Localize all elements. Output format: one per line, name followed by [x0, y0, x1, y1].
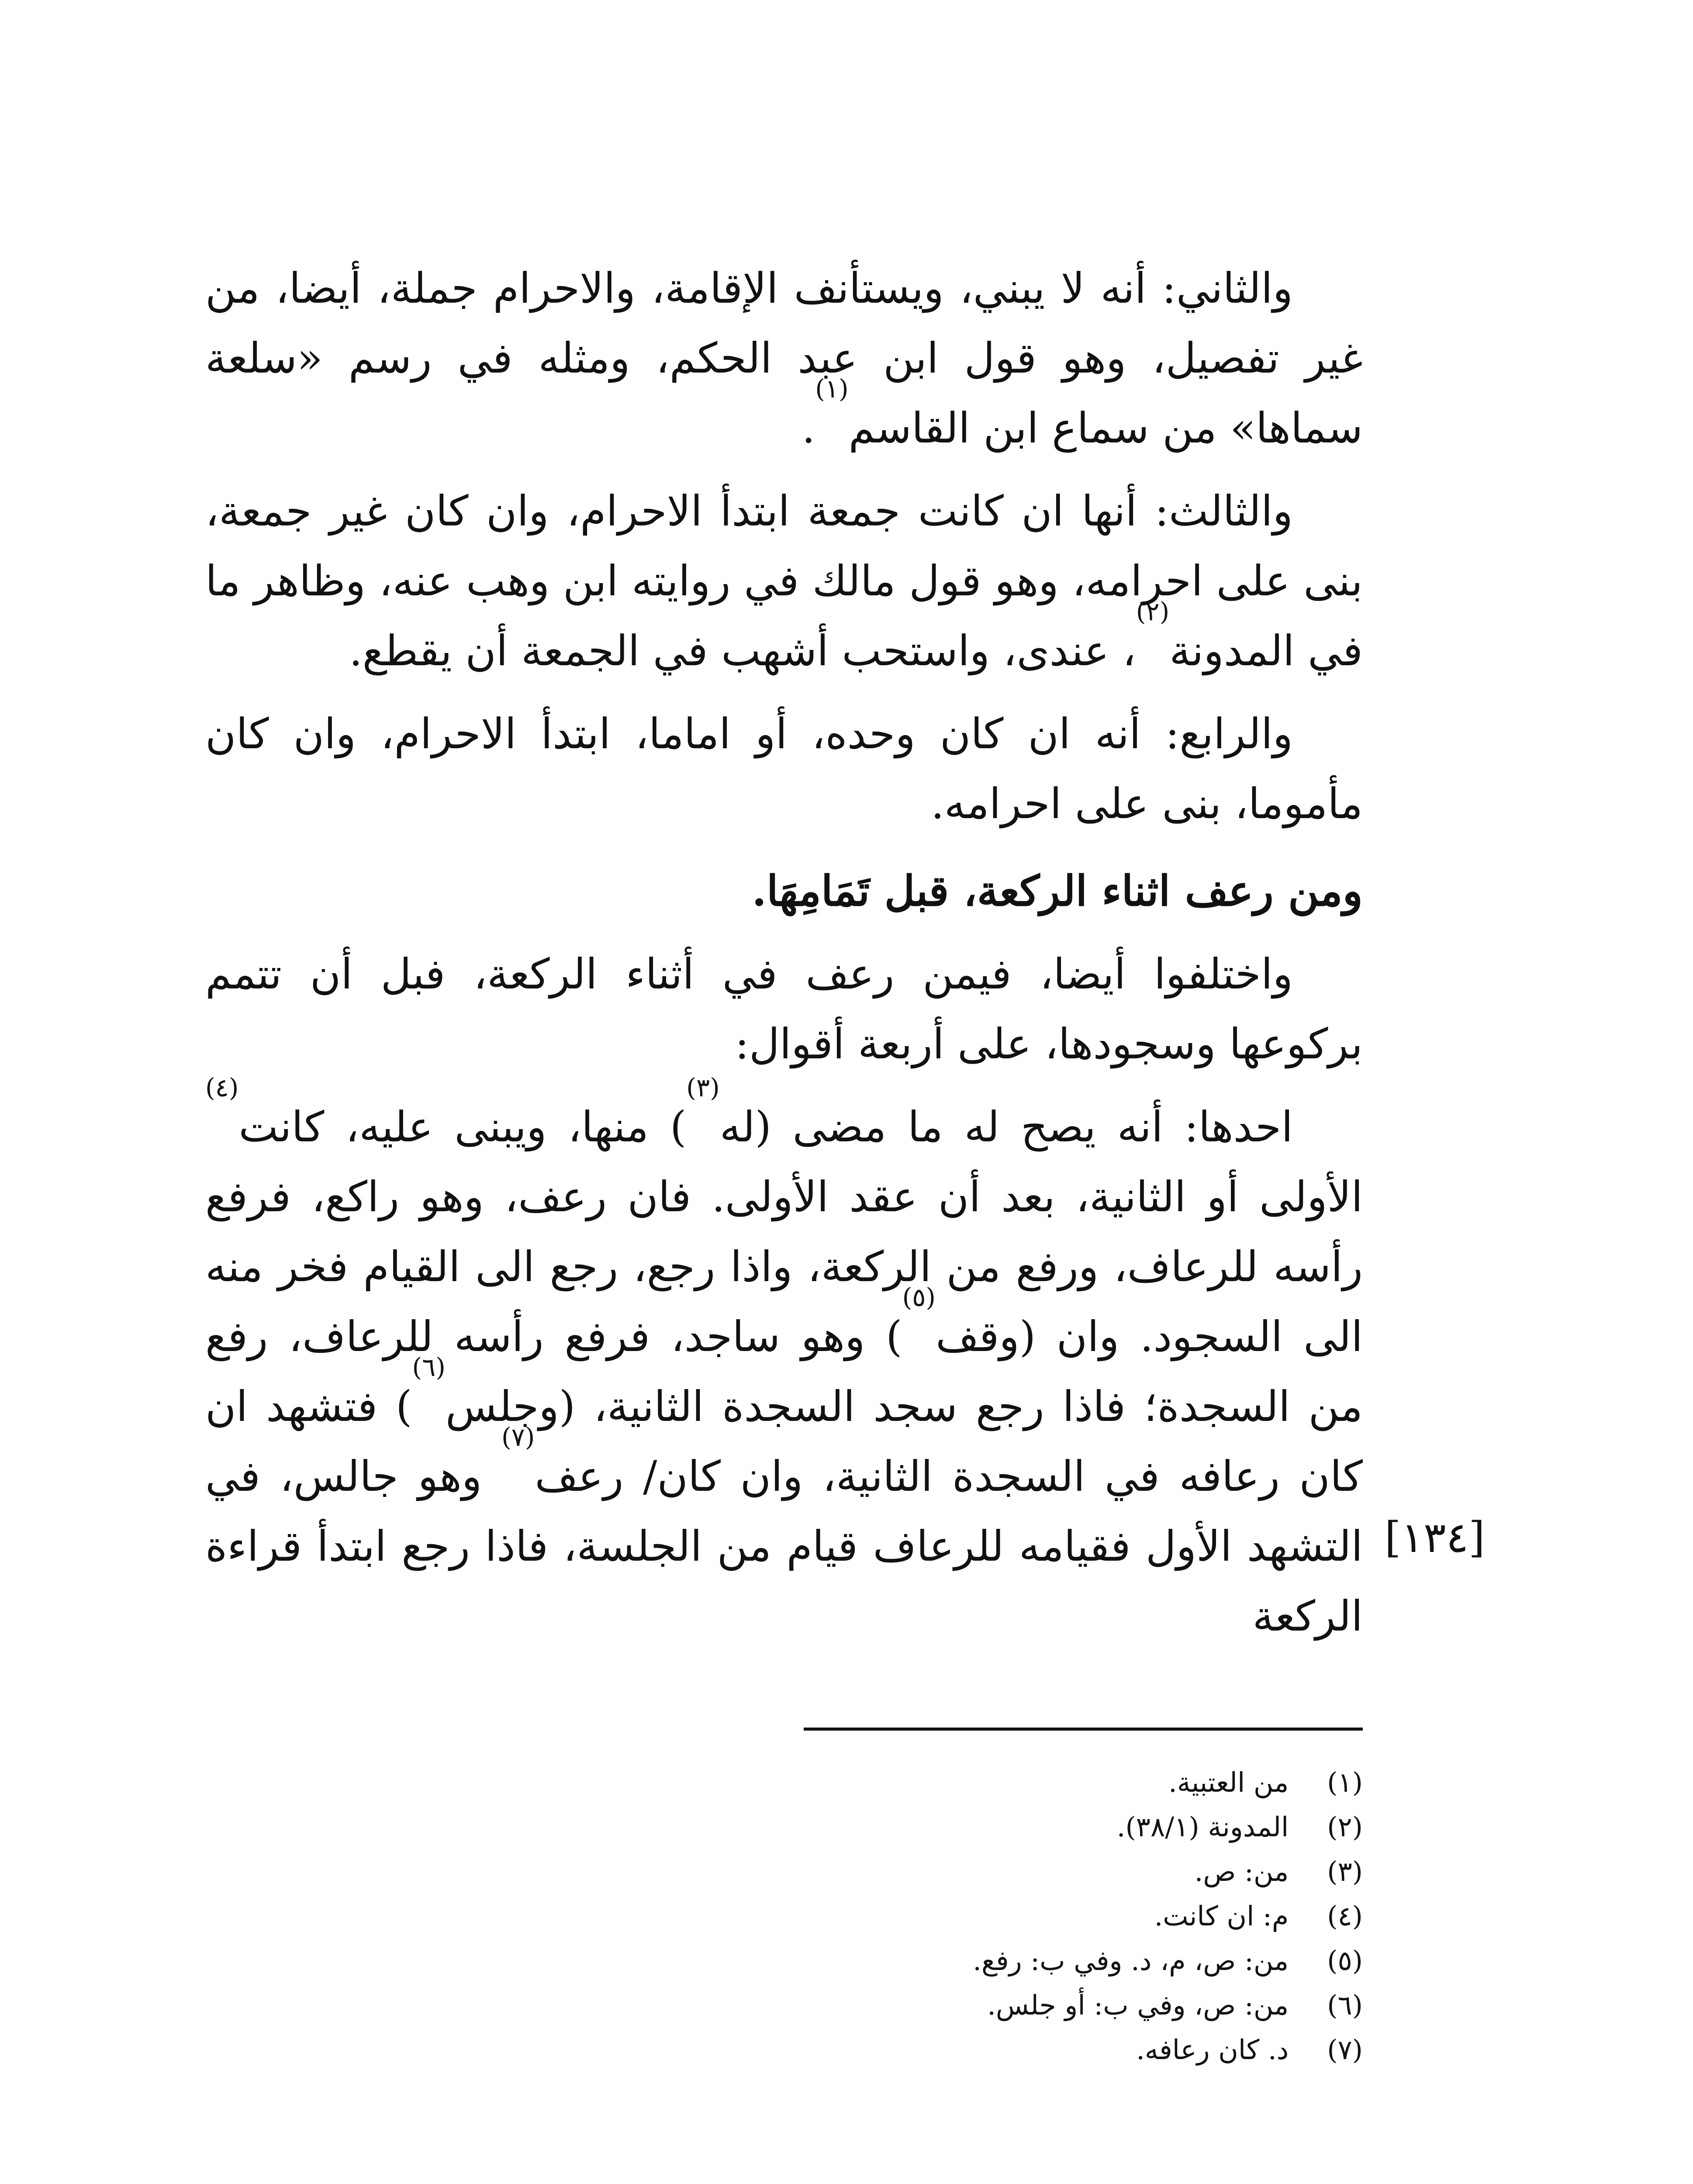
footnote-marker: (١): [815, 374, 849, 404]
footnote-marker: (٧): [501, 1422, 535, 1452]
footnote-number: (٦): [1327, 1989, 1363, 2021]
footnote-number: (٢): [1327, 1811, 1363, 1843]
footnote-number: (٤): [1327, 1900, 1363, 1932]
footnote-marker: (٣): [686, 1073, 720, 1102]
footnote-separator: [804, 1728, 1363, 1731]
footnote-number: (٣): [1327, 1856, 1363, 1887]
paragraph-text: ) فتشهد ان كان رعافه في السجدة الثانية، وان كان/ رعف: [205, 1382, 1363, 1501]
paragraph-end: .: [802, 404, 815, 453]
footnotes: [743, 1760, 1363, 2072]
paragraph-text: الأولى أو الثانية، بعد أن عقد الأولى. فان رعف، وهو راكع، فرفع رأسه للرعاف، ورفع من الركعة، واذا رجع، رجع الى القيام فخر منه الى السجود. وان (وقف: [205, 1172, 1363, 1361]
footnote-text: من: ص، م، د. وفي ب: رفع.: [973, 1945, 1289, 1977]
footnote-item: [743, 1805, 1363, 1849]
footnote-number: (٥): [1327, 1945, 1363, 1977]
footnote-item: [743, 2028, 1363, 2072]
section-heading: ومن رعف اثناء الركعة، قبل تَمَامِهَا.: [752, 866, 1363, 916]
paragraph-intro: [205, 939, 1363, 1079]
paragraph-text: واختلفوا أيضا، فيمن رعف في أثناء الركعة، فبل أن تتمم بركوعها وسجودها، على أربعة أقوال:: [205, 950, 1363, 1068]
footnote-text: من: ص، وفي ب: أو جلس.: [987, 1989, 1289, 2021]
paragraph-first-of-four: [205, 1073, 1363, 1651]
footnote-number: (٧): [1327, 2034, 1363, 2066]
paragraph-third-opinion: [205, 476, 1363, 686]
footnote-text: من: ص.: [1194, 1856, 1289, 1887]
footnote-marker: (٤): [205, 1073, 239, 1102]
manuscript-folio-marker: [١٣٤]: [1385, 1513, 1485, 1562]
paragraph-text: والثاني: أنه لا يبني، ويستأنف الإقامة، والاحرام جملة، أيضا، من غير تفصيل، وهو قول ابن عبد الحكم، ومثله في رسم «سلعة سماها» من سماع ابن القاسم: [205, 264, 1363, 453]
footnote-text: م: ان كانت.: [1154, 1900, 1289, 1932]
main-text: [205, 253, 1363, 1664]
footnote-text: المدونة (٣٨/١).: [1116, 1811, 1289, 1843]
paragraph-text: والرابع: أنه ان كان وحده، أو اماما، ابتدأ الاحرام، وان كان مأموما، بنى على احرامه.: [205, 709, 1363, 828]
footnote-text: د. كان رعافه.: [1136, 2034, 1289, 2066]
footnote-text: من العتبية.: [1168, 1766, 1289, 1798]
paragraph-text: ) منها، ويبنى عليه، كانت: [238, 1102, 687, 1151]
footnote-item: [743, 1760, 1363, 1805]
paragraph-text: وهو جالس، في التشهد الأول فقيامه للرعاف قيام من الجلسة، فاذا رجع ابتدأ قراءة الركعة: [205, 1452, 1363, 1641]
footnote-item: [743, 1983, 1363, 2028]
paragraph-second-opinion: [205, 253, 1363, 463]
footnote-item: [743, 1894, 1363, 1939]
paragraph-fourth-opinion: [205, 699, 1363, 839]
footnote-number: (١): [1327, 1766, 1363, 1798]
footnote-marker: (٥): [902, 1282, 936, 1312]
paragraph-text: احدها: أنه يصح له ما مضى (له: [719, 1102, 1293, 1151]
paragraph-text: ) وهو ساجد، فرفع رأسه للرعاف، رفع من السجدة؛ فاذا رجع سجد السجدة الثانية، (وجلس: [205, 1312, 1363, 1431]
footnote-item: [743, 1939, 1363, 1983]
paragraph-text-cont: ، عندى، واستحب أشهب في الجمعة أن يقطع.: [349, 626, 1136, 675]
footnote-item: [743, 1849, 1363, 1894]
paragraph-text: والثالث: أنها ان كانت جمعة ابتدأ الاحرام، وان كان غير جمعة، بنى على احرامه، وهو قول مالك في روايته ابن وهب عنه، وظاهر ما في المدونة: [205, 487, 1363, 675]
footnote-marker: (٦): [412, 1352, 446, 1382]
footnote-marker: (٢): [1136, 597, 1170, 626]
